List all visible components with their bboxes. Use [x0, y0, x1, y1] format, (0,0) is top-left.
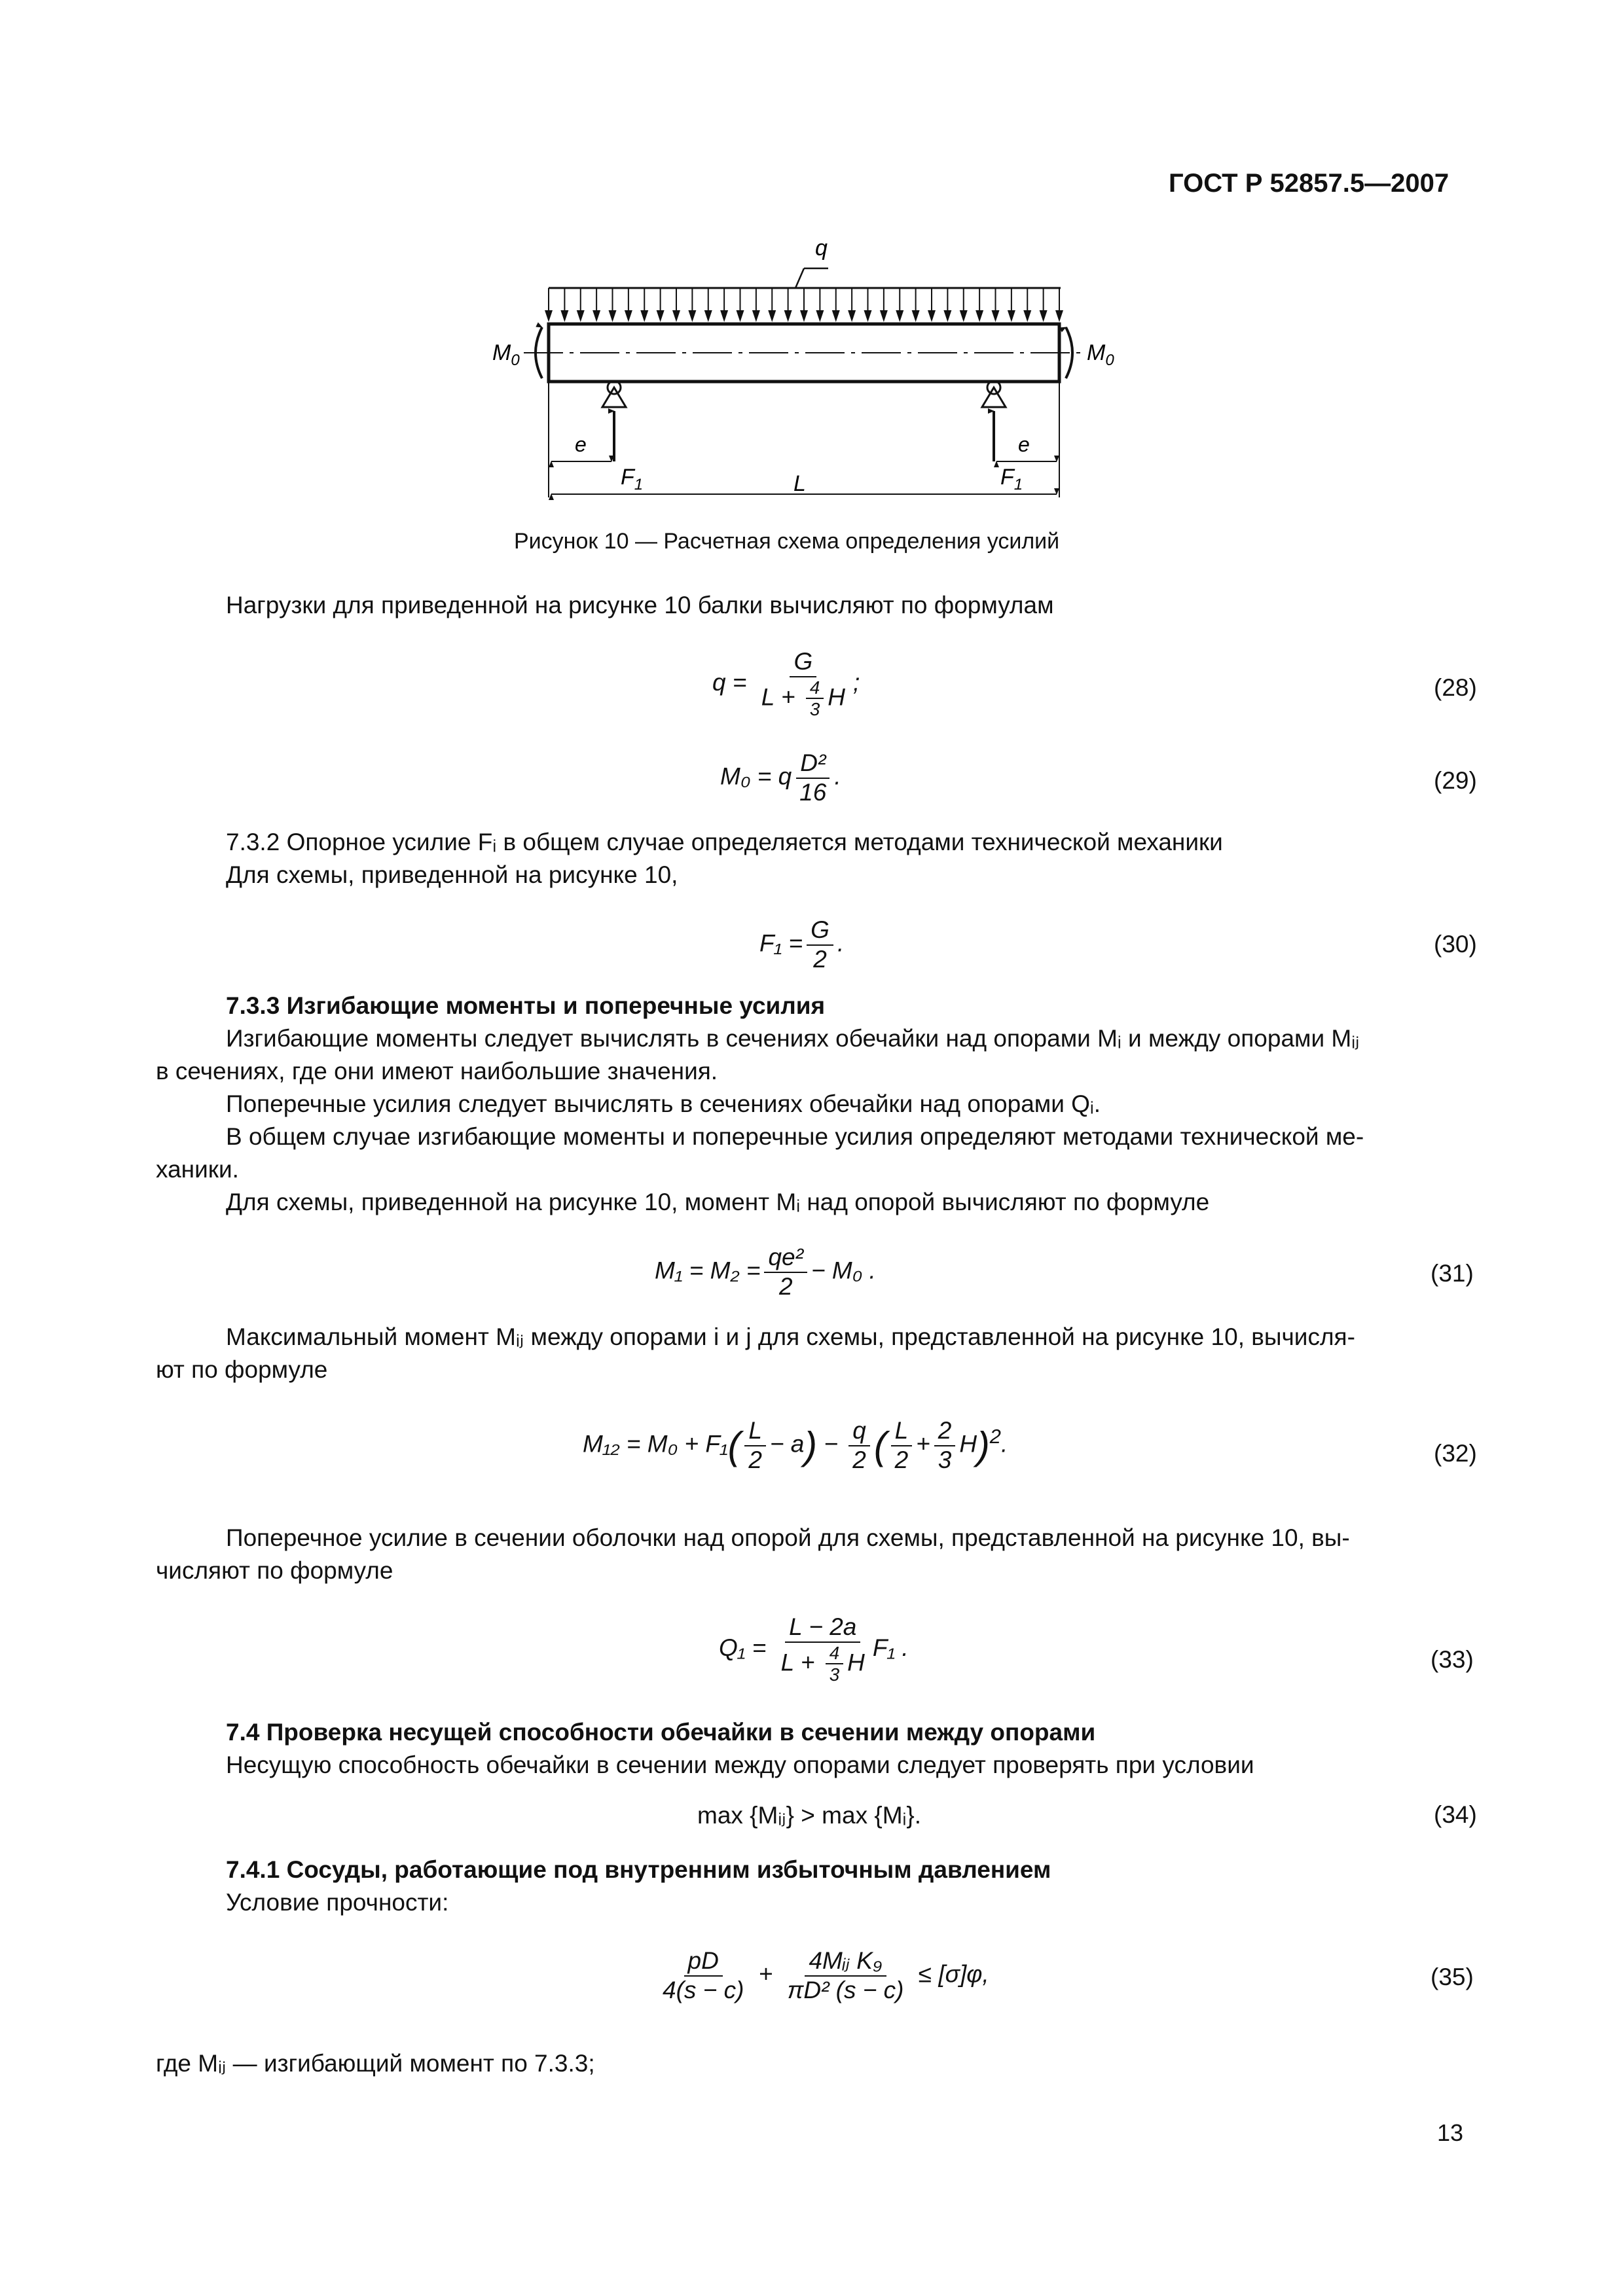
paragraph-capacity: Несущую способность обечайки в сечении между опорами следует проверять при условии — [226, 1751, 1254, 1778]
label-f1-left: $F_1$ — [621, 465, 644, 493]
equation-number-30: (30) — [1434, 931, 1477, 958]
label-e-right: e — [1018, 433, 1030, 456]
load-arrow-head — [593, 310, 600, 322]
support-right — [982, 381, 1006, 461]
load-arrow-head — [1023, 310, 1031, 322]
load-arrow-head — [943, 310, 951, 322]
heading-7-3-3: 7.3.3 Изгибающие моменты и поперечные усилия — [226, 992, 826, 1019]
equation-number-34: (34) — [1434, 1801, 1477, 1828]
load-arrow-head — [672, 310, 680, 322]
equation-33: Q₁ = L − 2a L + $\frac{4}{3}$ H F₁ . — [719, 1613, 909, 1685]
load-arrow-head — [896, 310, 903, 322]
equation-32: M₁₂ = M₀ + F₁( $\frac{L}{2}$ − a) − $\frac{q}{2}$ ( $\frac{L}{2}$ + $\frac{2}{3}$ H)$^2$. — [583, 1417, 1008, 1473]
load-arrow-head — [864, 310, 872, 322]
paragraph-max-moment-2: ют по формуле — [156, 1356, 328, 1383]
paragraph-where: где Mᵢⱼ — изгибающий момент по 7.3.3; — [156, 2050, 595, 2077]
paragraph-general-2: ханики. — [156, 1156, 239, 1183]
equation-number-32: (32) — [1434, 1440, 1477, 1467]
load-arrow-head — [609, 310, 617, 322]
load-arrow-head — [848, 310, 856, 322]
load-arrow-head — [768, 310, 776, 322]
figure-caption: Рисунок 10 — Расчетная схема определения усилий — [514, 529, 1060, 554]
label-l: L — [793, 471, 806, 496]
equation-number-29: (29) — [1434, 767, 1477, 794]
equation-number-28: (28) — [1434, 674, 1477, 701]
load-arrow-head — [720, 310, 728, 322]
paragraph-shear: Поперечные усилия следует вычислять в сечениях обечайки над опорами Qᵢ. — [226, 1090, 1101, 1117]
equation-29: M₀ = q $\frac{\text{D²}}{16}$ . — [720, 749, 841, 806]
paragraph-moments-1: Изгибающие моменты следует вычислять в сечениях обечайки над опорами Mᵢ и между опорами Mᵢⱼ — [226, 1025, 1360, 1052]
paragraph-max-moment-1: Максимальный момент Mᵢⱼ между опорами i и j для схемы, представленной на рисунке 10, вычисля- — [226, 1323, 1355, 1350]
load-arrow-head — [832, 310, 840, 322]
load-arrow-head — [640, 310, 648, 322]
paragraph-strength-condition: Условие прочности: — [226, 1889, 449, 1916]
distributed-load-arrows — [545, 288, 1063, 322]
paragraph-loads: Нагрузки для приведенной на рисунке 10 балки вычисляют по формулам — [226, 592, 1054, 619]
load-arrow-head — [928, 310, 936, 322]
load-arrow-head — [912, 310, 920, 322]
figure-10-beam-diagram — [471, 236, 1139, 504]
label-e-left: e — [575, 433, 587, 456]
equation-34: max {Mᵢⱼ} > max {Mᵢ}. — [697, 1802, 921, 1829]
paragraph-7-3-2: 7.3.2 Опорное усилие Fᵢ в общем случае определяется методами технической механики — [226, 829, 1223, 855]
equation-35: $\frac{pD}{4(s - c)}$ + 4Mᵢⱼ K₉ πD² (s − c) ≤ [σ]φ, — [663, 1947, 989, 2003]
label-q: q — [815, 236, 828, 260]
equation-number-35: (35) — [1431, 1964, 1474, 1990]
load-arrow-head — [976, 310, 983, 322]
paragraph-moments-2: в сечениях, где они имеют наибольшие значения. — [156, 1058, 718, 1085]
load-arrow-head — [800, 310, 808, 322]
paragraph-general-1: В общем случае изгибающие моменты и поперечные усилия определяют методами технической ме- — [226, 1123, 1364, 1150]
load-arrow-head — [1055, 310, 1063, 322]
load-arrow-head — [784, 310, 792, 322]
load-arrow-head — [545, 310, 553, 322]
load-arrow-head — [992, 310, 1000, 322]
load-arrow-head — [704, 310, 712, 322]
load-arrow-head — [577, 310, 585, 322]
heading-7-4: 7.4 Проверка несущей способности обечайки в сечении между опорами — [226, 1719, 1096, 1746]
paragraph-shear-force-2: числяют по формуле — [156, 1557, 393, 1584]
load-arrow-head — [657, 310, 665, 322]
label-m0-right: $M_0$ — [1087, 340, 1114, 369]
heading-7-4-1: 7.4.1 Сосуды, работающие под внутренним избыточным давлением — [226, 1856, 1051, 1883]
equation-30: F₁ = $\frac{G}{2}$ . — [759, 916, 845, 973]
document-header: ГОСТ Р 52857.5—2007 — [1169, 169, 1450, 198]
load-arrow-head — [688, 310, 696, 322]
paragraph-shear-force-1: Поперечное усилие в сечении оболочки над опорой для схемы, представленной на рисунке 10, вы- — [226, 1524, 1350, 1551]
paragraph-moment-support: Для схемы, приведенной на рисунке 10, момент Mᵢ над опорой вычисляют по формуле — [226, 1189, 1210, 1215]
equation-28: q = G L + $\frac{4}{3}$ H ; — [712, 648, 860, 720]
page-number: 13 — [1437, 2119, 1464, 2146]
load-arrow-head — [737, 310, 744, 322]
load-arrow-head — [960, 310, 968, 322]
equation-31: M₁ = M₂ = $\frac{\text{qe²}}{2}$ − M₀ . — [655, 1244, 876, 1300]
label-m0-left: $M_0$ — [492, 340, 520, 369]
equation-number-33: (33) — [1431, 1646, 1474, 1673]
load-arrow-head — [816, 310, 824, 322]
load-arrow-head — [752, 310, 760, 322]
load-arrow-head — [560, 310, 568, 322]
paragraph-scheme-1: Для схемы, приведенной на рисунке 10, — [226, 861, 678, 888]
equation-number-31: (31) — [1431, 1260, 1474, 1287]
load-arrow-head — [625, 310, 632, 322]
support-left — [602, 381, 626, 461]
label-f1-right: $F_1$ — [1000, 465, 1023, 493]
load-arrow-head — [880, 310, 888, 322]
load-arrow-head — [1040, 310, 1048, 322]
load-arrow-head — [1008, 310, 1015, 322]
